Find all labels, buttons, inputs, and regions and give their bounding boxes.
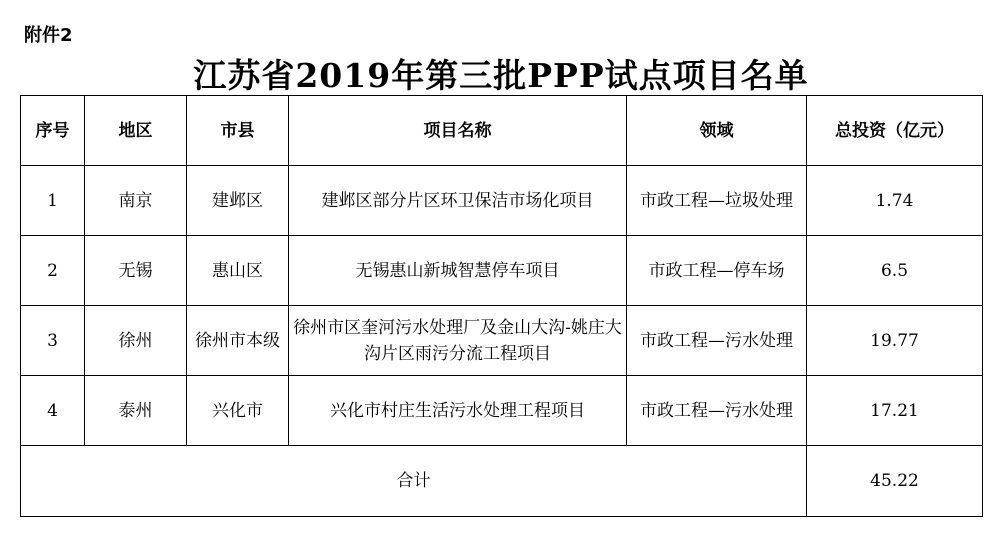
- row-no: 1: [21, 166, 85, 236]
- header-project: 项目名称: [289, 96, 627, 166]
- header-field: 领域: [627, 96, 807, 166]
- row-region: 无锡: [85, 236, 187, 306]
- row-region: 泰州: [85, 376, 187, 446]
- row-project: 兴化市村庄生活污水处理工程项目: [289, 376, 627, 446]
- header-no: 序号: [21, 96, 85, 166]
- header-region: 地区: [85, 96, 187, 166]
- table-row: [21, 166, 983, 236]
- total-label: 合计: [21, 446, 807, 517]
- row-investment: 1.74: [807, 166, 983, 236]
- row-investment: 6.5: [807, 236, 983, 306]
- row-project: 建邺区部分片区环卫保洁市场化项目: [289, 166, 627, 236]
- row-region: 徐州: [85, 306, 187, 376]
- row-investment: 19.77: [807, 306, 983, 376]
- row-field: 市政工程—污水处理: [627, 376, 807, 446]
- row-no: 3: [21, 306, 85, 376]
- row-project: 徐州市区奎河污水处理厂及金山大沟-姚庄大沟片区雨污分流工程项目: [289, 306, 627, 376]
- row-county: 兴化市: [187, 376, 289, 446]
- total-row: [21, 446, 983, 517]
- row-region: 南京: [85, 166, 187, 236]
- row-county: 建邺区: [187, 166, 289, 236]
- attachment-label: 附件2: [24, 25, 73, 46]
- header-investment: 总投资（亿元）: [807, 96, 983, 166]
- row-county: 徐州市本级: [187, 306, 289, 376]
- table-header-row: [21, 96, 983, 166]
- table-row: [21, 236, 983, 306]
- table-row: [21, 376, 983, 446]
- row-field: 市政工程—污水处理: [627, 306, 807, 376]
- table-row: [21, 306, 983, 376]
- page-title: 江苏省2019年第三批PPP试点项目名单: [193, 56, 809, 95]
- row-field: 市政工程—垃圾处理: [627, 166, 807, 236]
- row-field: 市政工程—停车场: [627, 236, 807, 306]
- row-investment: 17.21: [807, 376, 983, 446]
- project-table: [20, 95, 983, 517]
- row-no: 2: [21, 236, 85, 306]
- row-project: 无锡惠山新城智慧停车项目: [289, 236, 627, 306]
- header-county: 市县: [187, 96, 289, 166]
- row-no: 4: [21, 376, 85, 446]
- total-value: 45.22: [807, 446, 983, 517]
- row-county: 惠山区: [187, 236, 289, 306]
